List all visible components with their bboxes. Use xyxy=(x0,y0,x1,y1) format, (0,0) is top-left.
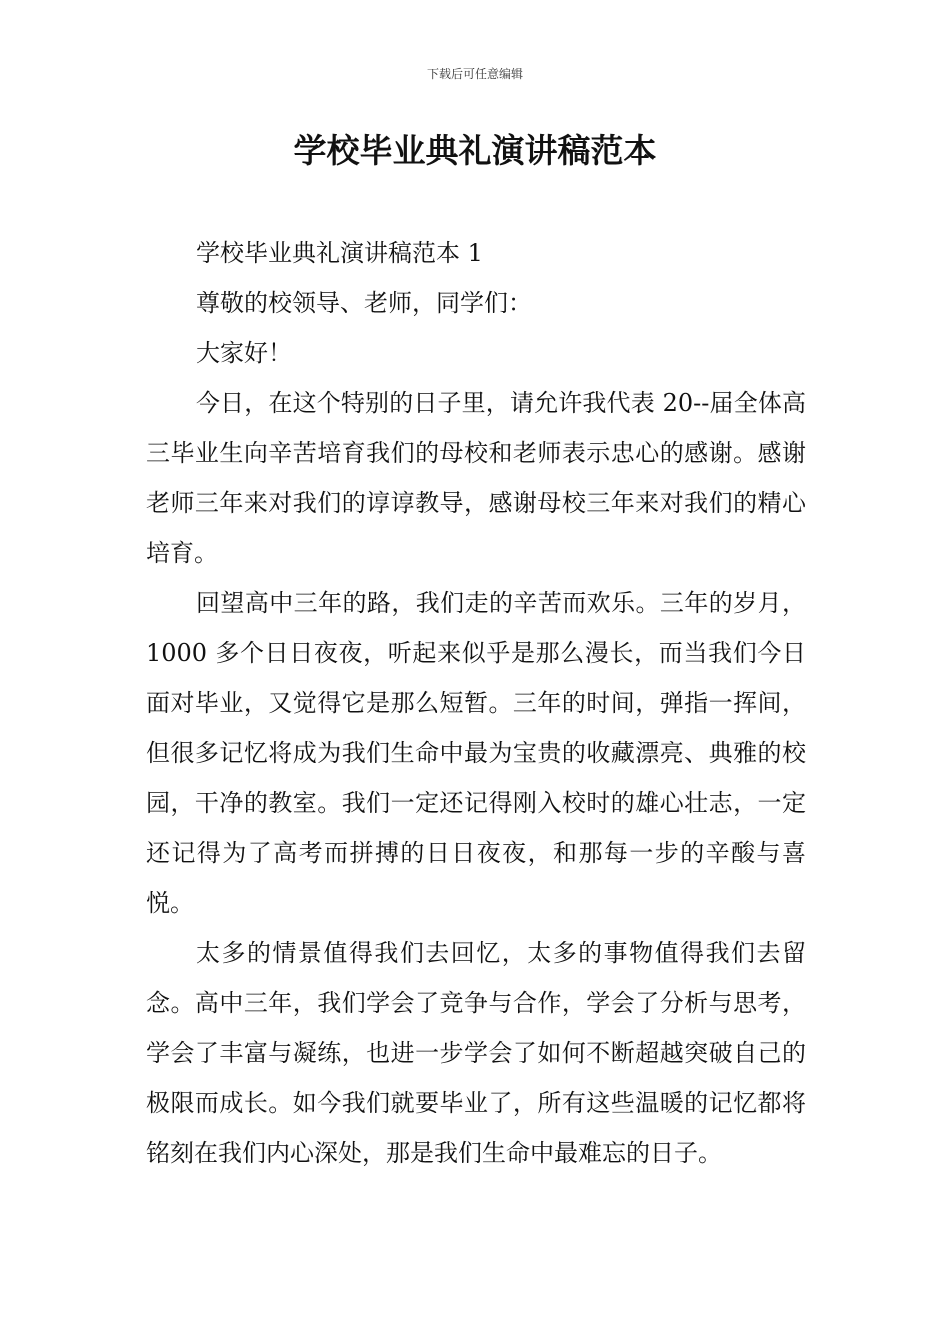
body-paragraph: 今日，在这个特别的日子里，请允许我代表 20--届全体高三毕业生向辛苦培育我们的母校和老师表示忠心的感谢。感谢老师三年来对我们的谆谆教导，感谢母校三年来对我们的精心培育。 xyxy=(146,389,806,567)
salutation-paragraph: 尊敬的校领导、老师，同学们： xyxy=(196,289,532,317)
document-body xyxy=(146,228,806,1178)
header-note: 下载后可任意编辑 xyxy=(426,67,523,81)
body-paragraph: 太多的情景值得我们去回忆，太多的事物值得我们去留念。高中三年，我们学会了竞争与合作，学会了分析与思考，学会了丰富与凝练，也进一步学会了如何不断超越突破自己的极限而成长。如今我们就要毕业了，所有这些温暖的记忆都将铭刻在我们内心深处，那是我们生命中最难忘的日子。 xyxy=(146,939,806,1167)
greeting-paragraph: 大家好！ xyxy=(196,339,292,367)
body-paragraph: 回望高中三年的路，我们走的辛苦而欢乐。三年的岁月，1000 多个日日夜夜，听起来似乎是那么漫长，而当我们今日面对毕业，又觉得它是那么短暂。三年的时间，弹指一挥间，但很多记忆将成为我们生命中最为宝贵的收藏漂亮、典雅的校园，干净的教室。我们一定还记得刚入校时的雄心壮志，一定还记得为了高考而拼搏的日日夜夜，和那每一步的辛酸与喜悦。 xyxy=(146,589,806,917)
document-title: 学校毕业典礼演讲稿范本 xyxy=(293,131,657,170)
subtitle-paragraph: 学校毕业典礼演讲稿范本 1 xyxy=(196,239,483,267)
